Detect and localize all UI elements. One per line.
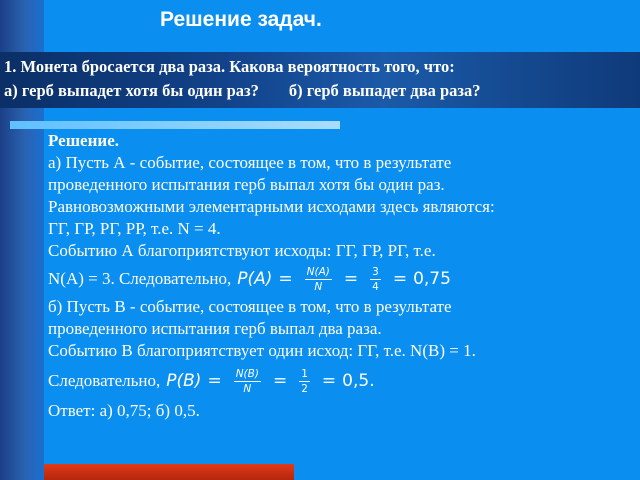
- red-decor-bar: [44, 464, 294, 480]
- equals-sign: =: [207, 371, 222, 391]
- fraction-denominator: N: [243, 382, 252, 395]
- solution-line: проведенного испытания герб выпал хотя бы один раз.: [48, 175, 445, 194]
- fraction-numerator: 3: [372, 265, 379, 278]
- fraction-a-symbolic: [305, 266, 332, 293]
- formula-b-line: [48, 362, 636, 400]
- problem-part-a: а) герб выпадет хотя бы один раз?: [4, 81, 259, 100]
- equals-sign: =: [272, 371, 288, 391]
- formula-b-result: 0,5.: [342, 371, 375, 391]
- fraction-numerator: N(B): [235, 367, 259, 380]
- solution-line: б) Пусть В - событие, состоящее в том, что в результате: [48, 297, 452, 316]
- fraction-a-numeric: [370, 266, 381, 293]
- solution-block: [48, 130, 636, 422]
- formula-a-lhs: P(A): [237, 269, 273, 289]
- solution-line: Равновозможными элементарными исходами здесь являются:: [48, 197, 495, 216]
- fraction-denominator: 2: [301, 382, 308, 395]
- formula-b-prefix: Следовательно,: [48, 371, 161, 390]
- equals-sign: =: [278, 269, 293, 289]
- equals-sign: =: [321, 371, 337, 391]
- solution-line: Событию А благоприятствуют исходы: ГГ, ГР, РГ, т.е.: [48, 241, 436, 260]
- fraction-b-numeric: [299, 368, 310, 395]
- fraction-denominator: 4: [372, 280, 379, 293]
- equals-sign: =: [392, 269, 408, 289]
- solution-line: Событию В благоприятствует один исход: ГГ, т.е. N(B) = 1.: [48, 341, 476, 360]
- problem-line-2: [4, 79, 638, 103]
- formula-a-prefix: N(A) = 3. Следовательно,: [48, 269, 232, 288]
- accent-bar: [10, 121, 340, 129]
- fraction-numerator: 1: [301, 367, 308, 380]
- solution-line: ГГ, ГР, РГ, РР, т.е. N = 4.: [48, 219, 221, 238]
- answer-line: Ответ: а) 0,75; б) 0,5.: [48, 401, 200, 420]
- formula-b: [166, 368, 374, 395]
- solution-heading: Решение.: [48, 131, 119, 150]
- solution-line: а) Пусть А - событие, состоящее в том, что в результате: [48, 153, 452, 172]
- fraction-denominator: N: [314, 280, 323, 293]
- formula-a-line: [48, 262, 636, 296]
- equals-sign: =: [343, 269, 359, 289]
- problem-statement: [4, 55, 638, 103]
- fraction-b-symbolic: [234, 368, 261, 395]
- problem-line-1: 1. Монета бросается два раза. Какова вероятность того, что:: [4, 57, 455, 76]
- formula-b-lhs: P(B): [166, 371, 202, 391]
- formula-a-result: 0,75: [413, 269, 451, 289]
- slide-title: Решение задач.: [160, 8, 322, 31]
- problem-part-b: б) герб выпадет два раза?: [288, 81, 481, 100]
- formula-a: [237, 266, 451, 293]
- solution-line: проведенного испытания герб выпал два раза.: [48, 319, 382, 338]
- fraction-numerator: N(A): [306, 265, 330, 278]
